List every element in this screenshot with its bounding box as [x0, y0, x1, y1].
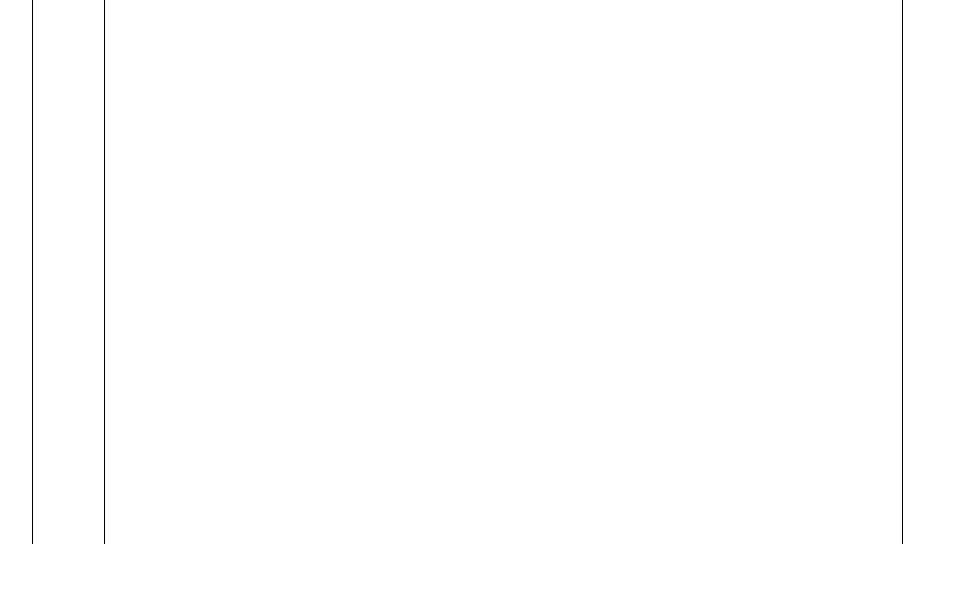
left-border [32, 0, 33, 544]
right-border [902, 0, 903, 544]
code-column-divider [104, 0, 105, 544]
